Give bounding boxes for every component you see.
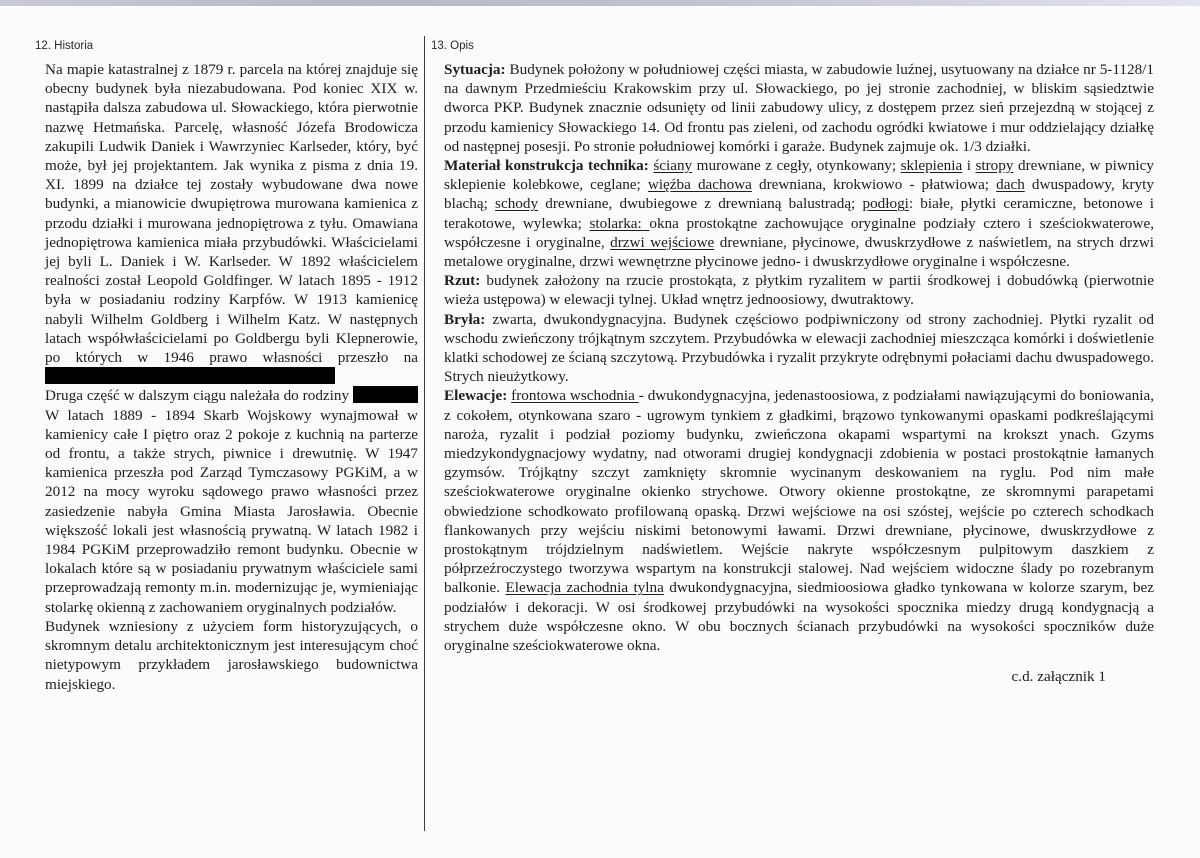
bryla-text: zwarta, dwukondygnacyjna. Budynek częściowo podpiwniczony od strony zachodniej. Płytki ryzalit od wschodu zwieńczony trójkątnym szczytem. Przybudówka w elewacji zachodniej mieszcząca komórki i doświetlenie klatki schodowej ze ścianą szczytową. Przybudówka i ryzalit przykryte odrębnymi połaciami dachu dwuspadowego. Strych nieużytkowy. [444,310,1154,386]
term-sklepienia: sklepienia [900,157,963,175]
historia-paragraph-3: Budynek wzniesiony z użyciem form historyzujących, o skromnym detalu architektonicznym jest interesującym choć nietypowym przykładem jarosławskiego budownictwa miejskiego. [45,617,418,693]
material-text: drewniane, w piwnicy sklepienie kolebkowe, ceglane; [444,157,1154,194]
term-stropy: stropy [975,157,1014,175]
scan-edge [0,0,1200,6]
section-label-historia: 12. Historia [35,40,94,52]
column-divider [424,36,425,831]
term-elewacja-zachodnia-tylna: Elewacja zachodnia tylna [505,579,664,597]
rzut-heading: Rzut: [444,272,481,290]
material-heading: Materiał konstrukcja technika: [444,157,649,175]
elewacje-paragraph [444,386,1154,655]
elewacje-text: dwukondygnacyjna, siedmioosiowa gładko tynkowana w kolorze szarym, bez podziałów i dekoracji. W osi środkowej przybudówki na wysokości spocznika miedzy drugą kondygnacją a strychem duże współczesne okno. W obu bocznych ścianach przybudówki na wysokości spoczników duże oryginalne sześciokwaterowe okna. [444,579,1155,655]
material-paragraph [444,156,1154,271]
historia-paragraph-2 [45,386,418,616]
material-text: murowane z cegły, otynkowany; [692,157,901,175]
material-text: okna prostokątne zachowujące oryginalne podziały cztero i sześciokwaterowe, współczesne i oryginalne, [444,214,1154,251]
material-text: : białe, płytki ceramiczne, betonowe i terakotowe, wylewka; [444,195,1154,232]
sytuacja-heading: Sytuacja: [444,61,506,78]
bryla-heading: Bryła: [444,310,486,328]
historia-text-2a: Druga część w dalszym ciągu należała do rodziny [45,387,350,405]
term-schody: schody [495,195,539,213]
redacted-block [45,367,335,384]
term-podlogi: podłogi [862,195,909,213]
term-wiezba-dachowa: więźba dachowa [647,176,752,194]
term-stolarka: stolarka: [589,214,650,232]
material-text: dwuspadowy, kryty blachą; [444,176,1154,213]
bryla-paragraph [444,310,1154,387]
historia-text-2b: W latach 1889 - 1894 Skarb Wojskowy wynajmował w kamienicy całe I piętro oraz 2 pokoje z kuchnią na parterze od frontu, a także strych, piwnice i drewutnię. W 1947 kamienica przeszła pod Zarząd Tymczasowy PGKiM, a w 2012 na mocy wyroku sądowego prawo własności przez zasiedzenie nabyła Gmina Miasta Jarosławia. Obecnie większość lokali jest własnością prywatną. W latach 1982 i 1984 PGKiM przeprowadziło remont budynku. Obecnie w lokalach które są w posiadaniu prywatnym właściciele sami przeprowadzają remonty m.in. modernizując je, wymieniając stolarkę okienną z zachowaniem oryginalnych podziałów. [45,406,418,616]
term-frontowa-wschodnia: frontowa wschodnia [511,387,639,405]
elewacje-text: - dwukondygnacyjna, jedenastoosiowa, z podziałami nawiązującymi do boniowania, z cokołem, otynkowana szaro - ugrowym tynkiem z gładkimi, brązowo tynkowanymi opaskami podkreślającymi naroża, ryzalit i podział poziomy budynku, zwieńczona okapami wspartymi na krokszt ynach. Gzyms miedzykondygnacjowy wydatny, nad otworami drugiej kondygnacji zdobienia w postaci prostokątnie łamanych gzymsów. Trójkątny szczyt zamknięty skromnie wycinanym deskowaniem na ryglu. Pod nim małe sześciokwaterowe oryginalne okienko strychowe. Otwory okienne prostokątne, ze skromnymi parapetami obwiedzione schodkowato profilowaną opaską. Drzwi wejściowe na osi szóstej, wejście po czterech schodkach flankowanych przy wejściu niskimi betonowymi ławami. Drzwi drewniane, płycinowe, dwuskrzydłowe z prostokątnym trójdzielnym nadświetlem. Wejście nakryte współczesnym pulpitowym daszkiem z półprzeźroczystego tworzywa wspartym na konstrukcji stalowej. Nad wejściem widoczne ślady po rozebranym balkonie. [444,387,1155,597]
sytuacja-paragraph [444,60,1154,156]
material-text: drewniane, płycinowe, dwuskrzydłowe z naświetlem, na strych drzwi metalowe oryginalne, drzwi wewnętrzne płycinowe jedno- i dwuskrzydłowe oryginalne i współczesne. [444,233,1155,271]
historia-text-1: Na mapie katastralnej z 1879 r. parcela na której znajduje się obecny budynek była niezabudowana. Pod koniec XIX w. nastąpiła dalsza zabudowa ul. Słowackiego, która pierwotnie nazwę Hetmańska. Parcelę, własność Józefa Brodowicza zakupili Ludwik Daniek i Wawrzyniec Karlseder, który, być może, był jej projektantem. Jak wynika z pisma z dnia 19. XI. 1899 na działce tej zostały wybudowane dwa nowe budynki, a mianowicie dwupiętrowa murowana kamienica z przodu działki i murowana jednopiętrowa z tyłu. Omawiana jednopiętrowa kamienica miała przybudówki. Właścicielami jej byli L. Daniek i W. Karlseder. W 1892 właścicielem realności został Leopold Goldfinger. W latach 1895 - 1912 była w posiadaniu rodziny Karpfów. W 1913 kamienicę nabyli Wilhelm Goldberg i Wilhelm Katz. W następnych latach współwłaścicielami po Goldbergu byli Klepnerowie, po których w 1946 prawo własności przeszło na [45,61,418,367]
rzut-paragraph [444,271,1154,309]
opis-column [444,60,1154,687]
historia-paragraph-1 [45,60,418,386]
term-sciany: ściany [653,157,693,175]
redacted-block [353,386,418,403]
rzut-text: budynek założony na rzucie prostokąta, z płytkim ryzalitem w partii środkowej i dobudówką (pierwotnie wieża ustępowa) w elewacji tylnej. Układ wnętrz jednoosiowy, dwutraktowy. [444,272,1154,309]
historia-column [45,60,418,694]
elewacje-heading: Elewacje: [444,387,508,405]
term-dach: dach [996,176,1025,194]
term-drzwi-wejsciowe: drzwi wejściowe [610,233,715,251]
material-text: i [962,157,976,175]
section-label-opis: 13. Opis [431,40,474,52]
sytuacja-text: Budynek położony w południowej części miasta, w zabudowie luźnej, usytuowany na działce nr 5-1128/1 na dawnym Przedmieściu Krakowskim przy ul. Słowackiego, po jej stronie zachodniej, w bliskim sąsiedztwie dworca PKP. Budynek znacznie odsunięty od linii zabudowy ulicy, z dostępem przez sień przejezdną w stojącej z przodu kamienicy Słowackiego 14. Od frontu pas zieleni, od zachodu ogródki kwiatowe i mur oddzielający działkę od następnej posesji. Po stronie południowej komórki i garaże. Budynek zajmuje ok. 1/3 działki. [444,61,1154,155]
material-text: drewniane, dwubiegowe z drewnianą balustradą; [538,195,863,213]
continuation-note: c.d. załącznik 1 [1011,668,1106,686]
material-text: drewniana, krokwiowo - płatwiowa; [751,176,997,194]
